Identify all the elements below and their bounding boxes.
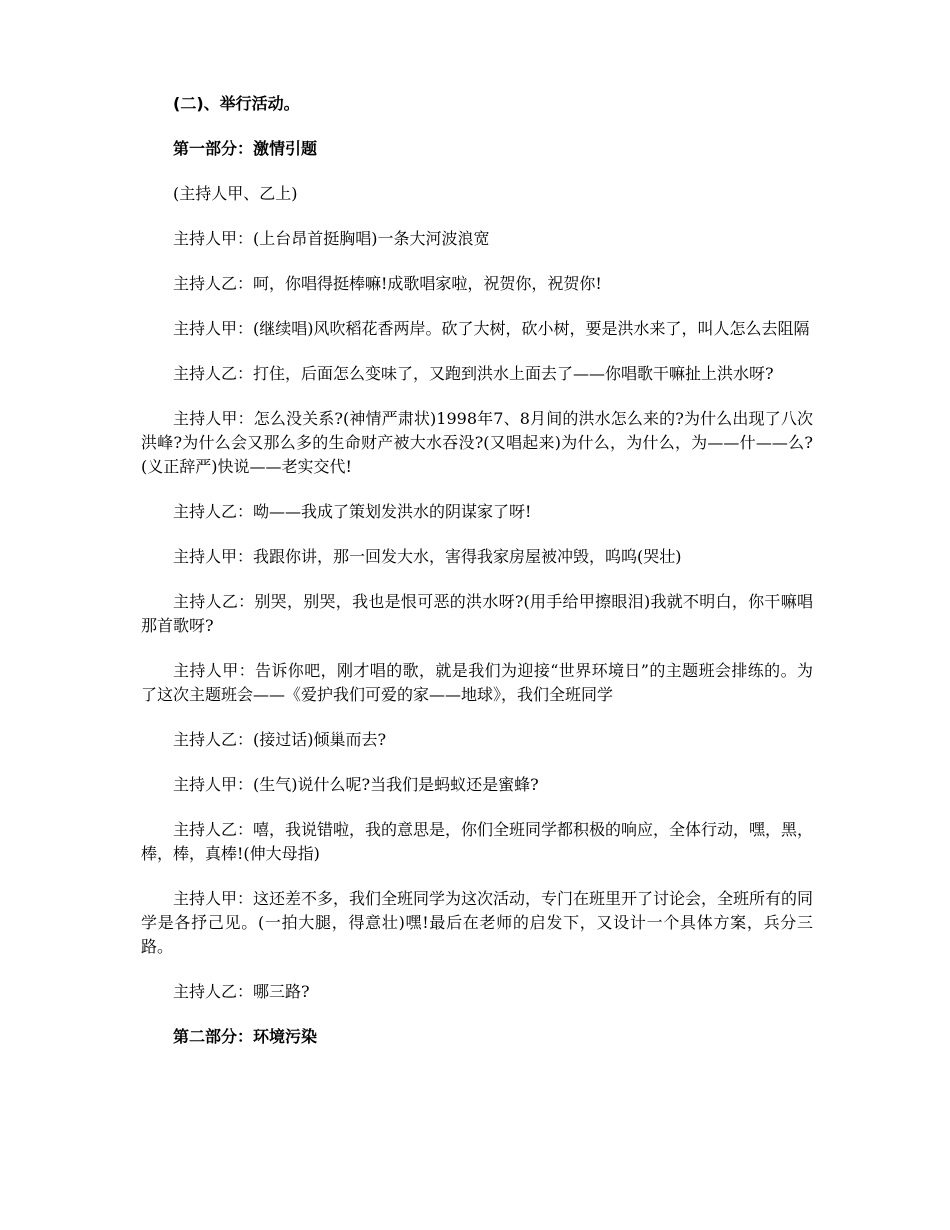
dialogue-paragraph: 主持人甲：(继续唱)风吹稻花香两岸。砍了大树，砍小树，要是洪水来了，叫人怎么去阻隔 (173, 319, 810, 338)
dialogue-paragraph: 主持人乙：(接过话)倾巢而去? (173, 730, 387, 749)
dialogue-paragraph: 主持人甲：怎么没关系?(神情严肃状)1998年7、8月间的洪水怎么来的?为什么出现了八次洪峰?为什么会又那么多的生命财产被大水吞没?(又唱起来)为什么，为什么，为——什——么?(义正辞严)快说——老实交代! (141, 409, 813, 476)
part-heading: 第一部分：激情引题 (173, 139, 318, 158)
dialogue-paragraph: 主持人甲：这还差不多，我们全班同学为这次活动，专门在班里开了讨论会，全班所有的同学是各抒己见。(一拍大腿，得意壮)嘿!最后在老师的启发下，又设计一个具体方案，兵分三路。 (141, 889, 814, 956)
part-heading: 第二部分：环境污染 (173, 1027, 318, 1046)
dialogue-paragraph: 主持人甲：告诉你吧，刚才唱的歌，就是我们为迎接“世界环境日”的主题班会排练的。为了这次主题班会——《爱护我们可爱的家——地球》，我们全班同学 (141, 661, 813, 704)
dialogue-paragraph: 主持人乙：呵，你唱得挺棒嘛!成歌唱家啦，祝贺你，祝贺你! (173, 274, 602, 293)
dialogue-paragraph: 主持人甲：(上台昂首挺胸唱)一条大河波浪宽 (173, 229, 490, 248)
document-page (141, 92, 813, 1049)
dialogue-paragraph: 主持人甲：(生气)说什么呢?当我们是蚂蚁还是蜜蜂? (173, 775, 539, 794)
dialogue-paragraph: 主持人乙：哪三路? (173, 982, 310, 1001)
dialogue-paragraph: 主持人乙：呦——我成了策划发洪水的阴谋家了呀! (173, 502, 532, 521)
section-heading: (二)、举行活动。 (173, 94, 300, 113)
stage-direction: (主持人甲、乙上) (173, 184, 298, 203)
dialogue-paragraph: 主持人甲：我跟你讲，那一回发大水，害得我家房屋被冲毁，呜呜(哭壮) (173, 547, 682, 566)
dialogue-paragraph: 主持人乙：打住，后面怎么变味了，又跑到洪水上面去了——你唱歌干嘛扯上洪水呀? (173, 364, 774, 383)
dialogue-paragraph: 主持人乙：别哭，别哭，我也是恨可恶的洪水呀?(用手给甲擦眼泪)我就不明白，你干嘛唱那首歌呀? (141, 592, 813, 635)
dialogue-paragraph: 主持人乙：嘻，我说错啦，我的意思是，你们全班同学都积极的响应，全体行动，嘿，黑，棒，棒，真棒!(伸大母指) (141, 820, 814, 863)
